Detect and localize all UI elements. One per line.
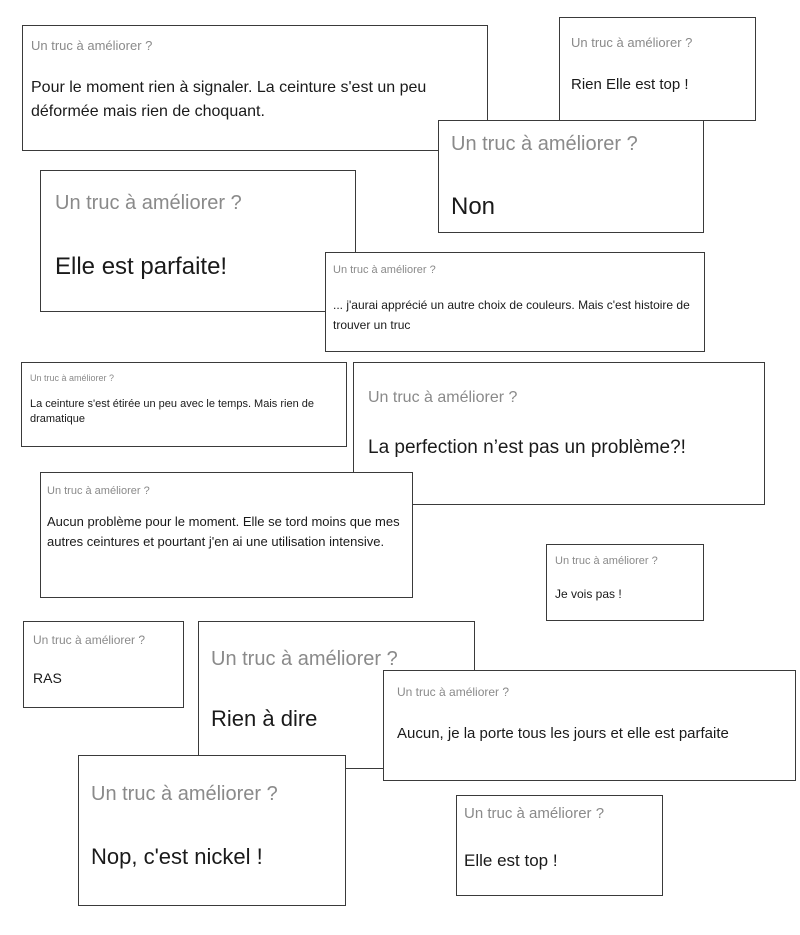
review-card — [21, 362, 347, 447]
review-answer: Elle est top ! — [464, 851, 558, 870]
review-card — [456, 795, 663, 896]
review-question: Un truc à améliorer ? — [30, 373, 115, 383]
review-answer: La ceinture s'est étirée un peu avec le temps. Mais rien de dramatique — [30, 398, 314, 425]
review-question: Un truc à améliorer ? — [464, 805, 605, 822]
review-answer: Non — [451, 193, 496, 220]
review-question: Un truc à améliorer ? — [451, 133, 638, 155]
review-card — [438, 120, 704, 233]
review-card — [78, 755, 346, 906]
review-card — [23, 621, 184, 708]
review-answer: Elle est parfaite! — [55, 253, 228, 280]
review-card — [40, 472, 413, 598]
review-answer: Rien Elle est top ! — [571, 76, 689, 93]
review-question: Un truc à améliorer ? — [31, 38, 153, 53]
review-card — [325, 252, 705, 352]
review-question: Un truc à améliorer ? — [368, 389, 518, 406]
review-answer: RAS — [33, 670, 62, 686]
review-question: Un truc à améliorer ? — [47, 485, 150, 497]
review-card — [559, 17, 756, 121]
review-card — [40, 170, 356, 312]
review-card — [22, 25, 488, 151]
review-answer: Aucun problème pour le moment. Elle se tord moins que mes autres ceintures et pourtant j'en ai une utilisation intensive. — [47, 514, 400, 549]
review-question: Un truc à améliorer ? — [555, 555, 658, 567]
review-card — [546, 544, 704, 621]
review-answer: Pour le moment rien à signaler. La ceinture s'est un peu déformée mais rien de choquant. — [31, 79, 427, 120]
review-answer: ... j'aurai apprécié un autre choix de couleurs. Mais c'est histoire de trouver un truc — [333, 298, 690, 332]
review-question: Un truc à améliorer ? — [33, 633, 146, 647]
review-card — [383, 670, 796, 781]
review-answer: Nop, c'est nickel ! — [91, 844, 263, 869]
review-question: Un truc à améliorer ? — [211, 648, 398, 670]
review-question: Un truc à améliorer ? — [55, 192, 242, 214]
review-answer: La perfection n’est pas un problème?! — [368, 437, 686, 458]
review-answer: Rien à dire — [211, 706, 318, 731]
review-card — [353, 362, 765, 505]
review-answer: Aucun, je la porte tous les jours et elle est parfaite — [397, 725, 729, 742]
review-question: Un truc à améliorer ? — [91, 783, 278, 805]
review-question: Un truc à améliorer ? — [397, 685, 510, 699]
review-question: Un truc à améliorer ? — [571, 35, 693, 50]
review-question: Un truc à améliorer ? — [333, 264, 436, 276]
review-answer: Je vois pas ! — [555, 587, 622, 601]
